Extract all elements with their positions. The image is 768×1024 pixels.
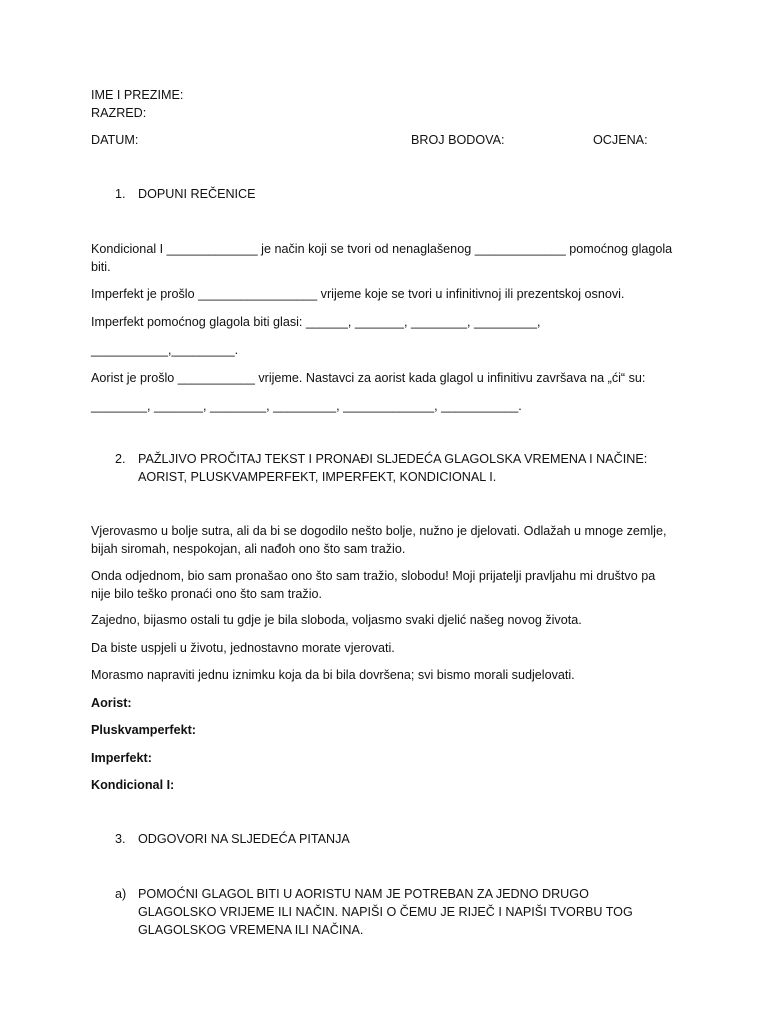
text-paragraph-2: Onda odjednom, bio sam pronašao ono što sam tražio, slobodu! Moji prijatelji pravljahu mi društvo pa nije bilo teško pronaći ono što sam tražio.	[91, 569, 656, 601]
sentence-4: Aorist je prošlo ___________ vrijeme. Nastavci za aorist kada glagol u infinitivu završava na „ći“ su:	[91, 371, 646, 385]
grade-label: OCJENA:	[593, 133, 648, 147]
question-a-text: POMOĆNI GLAGOL BITI U AORISTU NAM JE POTREBAN ZA JEDNO DRUGO GLAGOLSKO VRIJEME ILI NAČIN. NAPIŠI O ČEMU JE RIJEČ I NAPIŠI TVORBU TOG GLAGOLSKOG VREMENA ILI NAČINA.	[138, 887, 633, 937]
question-a-label: a)	[115, 887, 127, 901]
text-paragraph-4: Da biste uspjeli u životu, jednostavno morate vjerovati.	[91, 641, 395, 655]
section-1-number: 1.	[115, 187, 126, 201]
section-2-title: PAŽLJIVO PROČITAJ TEKST I PRONAĐI SLJEDEĆA GLAGOLSKA VREMENA I NAČINE: AORIST, PLUSKVAMPERFEKT, IMPERFEKT, KONDICIONAL I.	[138, 452, 648, 484]
kondicional-label: Kondicional I:	[91, 778, 175, 792]
class-label: RAZRED:	[91, 106, 147, 120]
imperfekt-label: Imperfekt:	[91, 751, 152, 765]
pluskvamperfekt-label: Pluskvamperfekt:	[91, 723, 196, 737]
section-3-number: 3.	[115, 832, 126, 846]
sentence-3-continued: ___________,_________.	[91, 343, 239, 357]
section-2-number: 2.	[115, 452, 126, 466]
section-3-title: ODGOVORI NA SLJEDEĆA PITANJA	[138, 832, 350, 846]
aorist-label: Aorist:	[91, 696, 132, 710]
points-label: BROJ BODOVA:	[411, 133, 505, 147]
text-paragraph-3: Zajedno, bijasmo ostali tu gdje je bila sloboda, voljasmo svaki djelić našeg novog života.	[91, 613, 582, 627]
date-label: DATUM:	[91, 133, 139, 147]
sentence-4-blanks: ________, _______, ________, _________, _____________, ___________.	[91, 399, 522, 413]
text-paragraph-1: Vjerovasmo u bolje sutra, ali da bi se dogodilo nešto bolje, nužno je djelovati. Odlažah u mnoge zemlje, bijah siromah, nespokojan, ali nađoh ono što sam tražio.	[91, 524, 667, 556]
sentence-3: Imperfekt pomoćnog glagola biti glasi: ______, _______, ________, _________,	[91, 315, 541, 329]
sentence-2: Imperfekt je prošlo _________________ vrijeme koje se tvori u infinitivnoj ili prezentskoj osnovi.	[91, 287, 625, 301]
sentence-1: Kondicional I _____________ je način koji se tvori od nenaglašenog _____________ pomoćnog glagola biti.	[91, 242, 673, 274]
text-paragraph-5: Morasmo napraviti jednu iznimku koja da bi bila dovršena; svi bismo morali sudjelovati.	[91, 668, 575, 682]
section-1-title: DOPUNI REČENICE	[138, 187, 256, 201]
name-label: IME I PREZIME:	[91, 88, 184, 102]
